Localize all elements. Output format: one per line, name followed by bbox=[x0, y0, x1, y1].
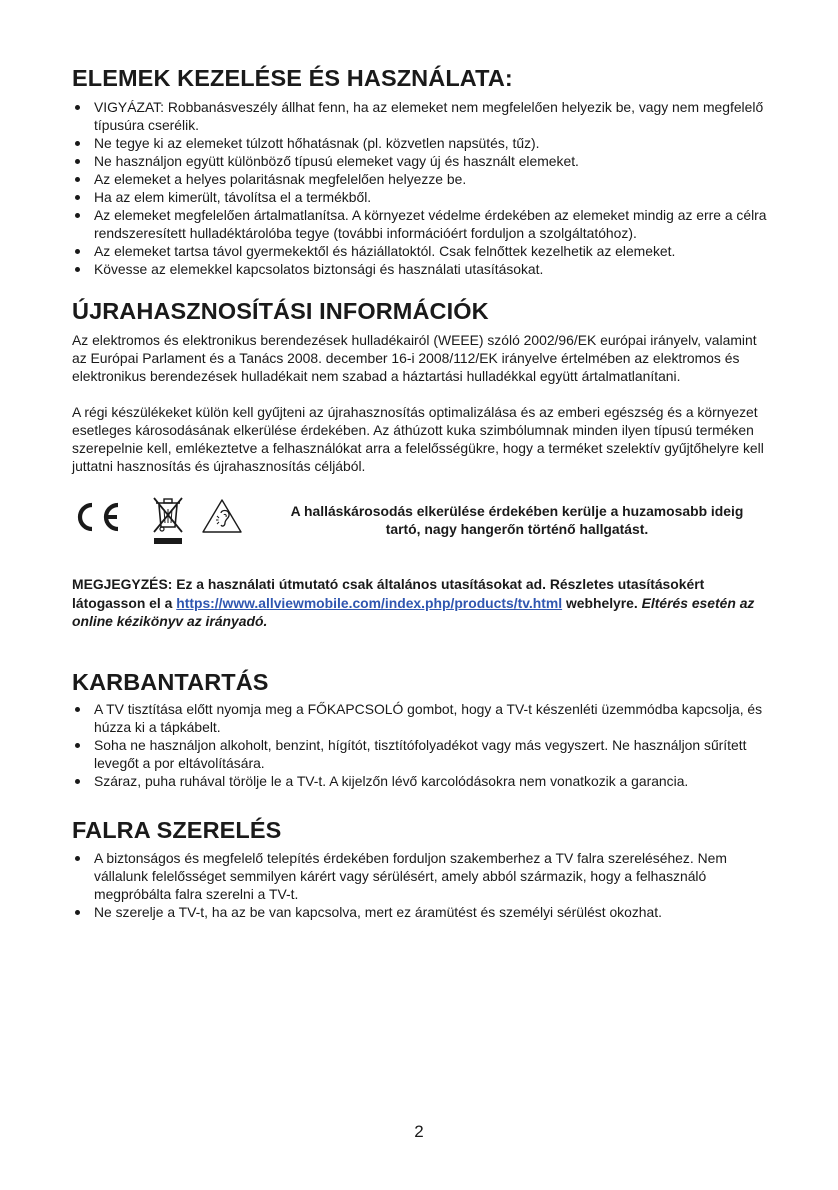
wall-mount-heading: FALRA SZERELÉS bbox=[72, 817, 282, 843]
list-item: Soha ne használjon alkoholt, benzint, hígítót, tisztítófolyadékot vagy más vegyszert. Ne használjon sűrített levegőt a por eltávolítására. bbox=[72, 736, 772, 772]
note-paragraph bbox=[72, 575, 772, 631]
list-item: Az elemeket a helyes polaritásnak megfelelően helyezze be. bbox=[72, 170, 772, 188]
maintenance-heading: KARBANTARTÁS bbox=[72, 669, 269, 695]
list-item: Ha az elem kimerült, távolítsa el a termékből. bbox=[72, 188, 772, 206]
list-item: Az elemeket tartsa távol gyermekektől és háziállatoktól. Csak felnőttek kezelhetik az elemeket. bbox=[72, 242, 772, 260]
crossed-out-bin-icon bbox=[150, 494, 186, 546]
note-text-after-link: webhelyre. bbox=[562, 594, 642, 611]
maintenance-list bbox=[72, 700, 772, 790]
list-item: Kövesse az elemekkel kapcsolatos biztonsági és használati utasításokat. bbox=[72, 260, 772, 278]
recycling-paragraph-2: A régi készülékeket külön kell gyűjteni az újrahasznosítás optimalizálása és az emberi egészség és a környezet esetleges károsodásának elkerülése érdekében. Az áthúzott kuka szimbólumnak minden ilyen típusú terméken szerepelnie kell, emlékeztetve a felhasználókat arra a felelősségükre, hogy a terméket szelektív gyűjtőhelyre kell juttatni hasznosítás és újrahasznosítás céljából. bbox=[72, 404, 764, 474]
note-italic-text: Eltérés esetén az online kézikönyv az irányadó. bbox=[72, 594, 755, 629]
manual-link[interactable]: https://www.allviewmobile.com/index.php/products/tv.html bbox=[176, 594, 563, 611]
list-item: A TV tisztítása előtt nyomja meg a FŐKAPCSOLÓ gombot, hogy a TV-t készenléti üzemmódba kapcsolja, és húzza ki a tápkábelt. bbox=[72, 700, 772, 736]
list-item: VIGYÁZAT: Robbanásveszély állhat fenn, ha az elemeket nem megfelelően helyezik be, vagy nem megfelelő típusúra cserélik. bbox=[72, 98, 772, 134]
wall-mount-list bbox=[72, 849, 772, 921]
hearing-warning-line-1: A halláskárosodás elkerülése érdekében kerülje a huzamosabb ideig bbox=[290, 503, 744, 519]
note-label: MEGJEGYZÉS: bbox=[72, 576, 173, 592]
hearing-warning bbox=[262, 502, 772, 538]
batteries-heading: ELEMEK KEZELÉSE ÉS HASZNÁLATA: bbox=[72, 65, 513, 91]
hearing-warning-icon bbox=[200, 497, 244, 535]
list-item: Ne használjon együtt különböző típusú elemeket vagy új és használt elemeket. bbox=[72, 152, 772, 170]
recycling-paragraph-1: Az elektromos és elektronikus berendezések hulladékairól (WEEE) szóló 2002/96/EK európai irányelv, valamint az Európai Parlament és a Tanács 2008. december 16-i 2008/112/EK irányelve értelmében az elektromos és elektronikus berendezések hulladékait nem szabad a háztartási hulladékkal együtt ártalmatlanítani. bbox=[72, 332, 757, 384]
batteries-list bbox=[72, 98, 772, 278]
ce-mark-icon bbox=[68, 502, 124, 532]
list-item: Ne tegye ki az elemeket túlzott hőhatásnak (pl. közvetlen napsütés, tűz). bbox=[72, 134, 772, 152]
page-number: 2 bbox=[414, 1122, 424, 1141]
note-text: Ez a használati útmutató csak általános utasításokat ad. Részletes utasításokért látogasson el a bbox=[72, 576, 705, 611]
list-item: A biztonságos és megfelelő telepítés érdekében forduljon szakemberhez a TV falra szereléséhez. Nem vállalunk felelősséget semmilyen kárért vagy sérülésért, amely abból származik, hogy a felhasználó megpróbálta falra szerelni a TV-t. bbox=[72, 849, 772, 903]
compliance-icons bbox=[68, 494, 258, 546]
list-item: Ne szerelje a TV-t, ha az be van kapcsolva, mert ez áramütést és személyi sérülést okozhat. bbox=[72, 903, 772, 921]
recycling-heading: ÚJRAHASZNOSÍTÁSI INFORMÁCIÓK bbox=[72, 298, 489, 324]
list-item: Száraz, puha ruhával törölje le a TV-t. A kijelzőn lévő karcolódásokra nem vonatkozik a garancia. bbox=[72, 772, 772, 790]
list-item: Az elemeket megfelelően ártalmatlanítsa. A környezet védelme érdekében az elemeket mindig az erre a célra rendszeresített hulladéktárolóba tegye (további információért forduljon a szolgáltatóhoz). bbox=[72, 206, 772, 242]
hearing-warning-line-2: tartó, nagy hangerőn történő hallgatást. bbox=[385, 521, 649, 537]
